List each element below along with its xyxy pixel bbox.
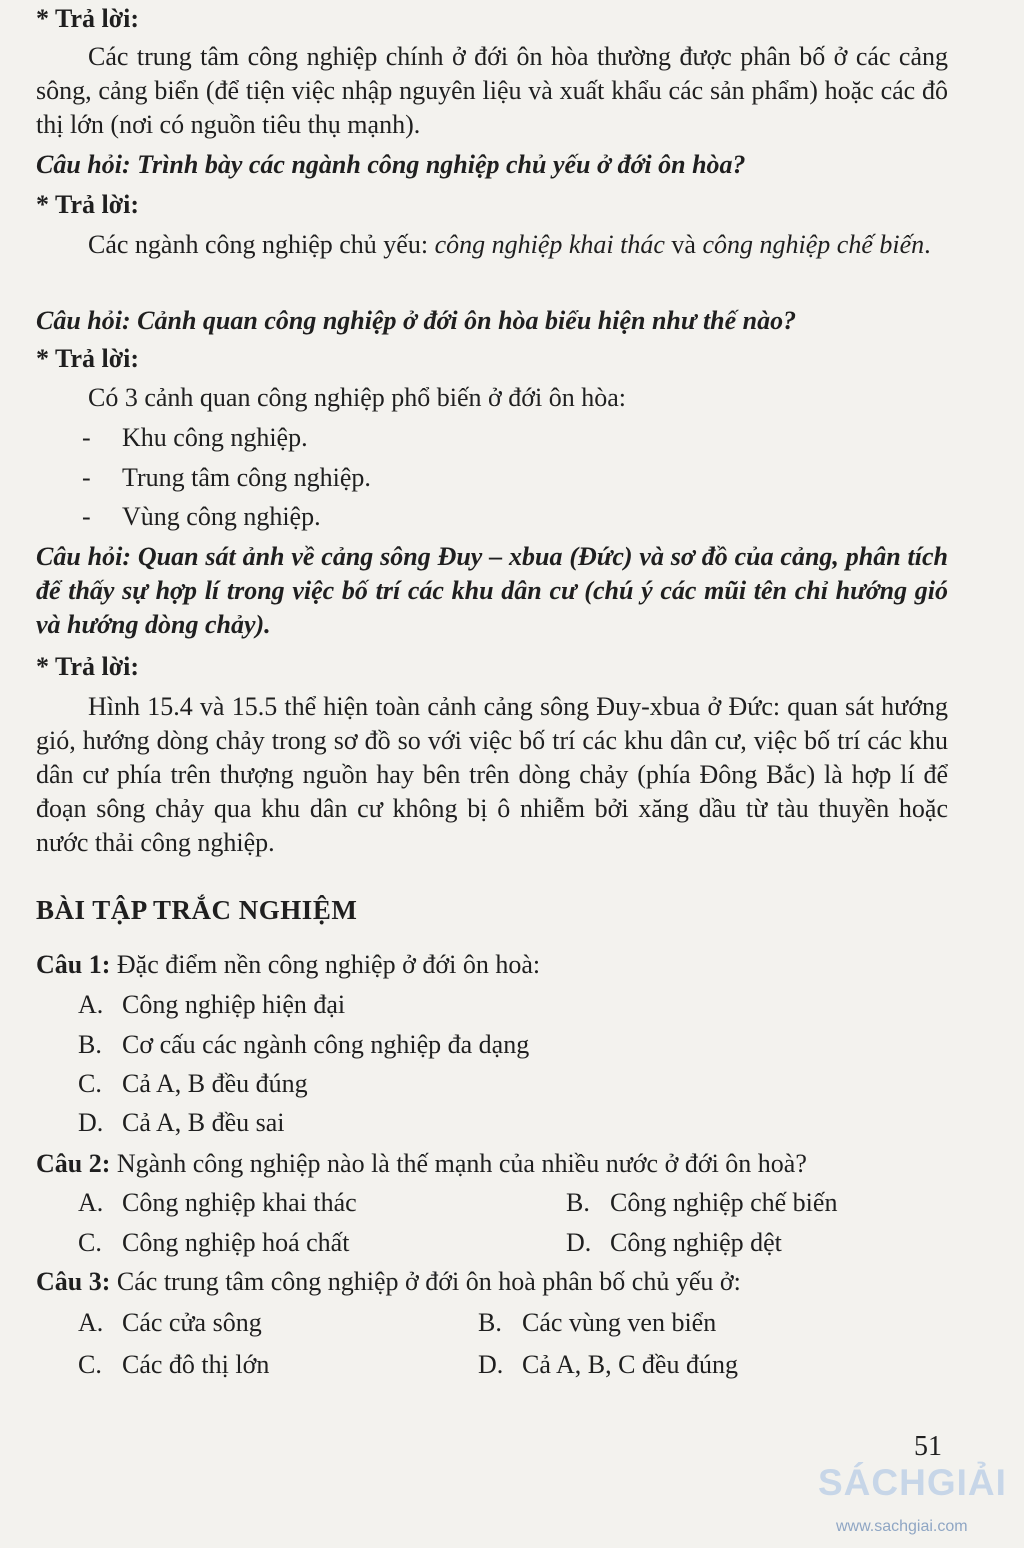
option-letter: C. [78,1228,102,1257]
answer-text: Hình 15.4 và 15.5 thể hiện toàn cảnh cảng sông Đuy-xbua ở Đức: quan sát hướng gió, hướng dòng chảy trong sơ đồ so với việc bố trí các khu dân cư, việc bố trí các khu dân cư phía trên thượng nguồn hay bên trên dòng chảy (phía Đông Bắc) là hợp lí để đoạn sông chảy qua khu dân cư không bị ô nhiễm bởi xăng dầu từ tàu thuyền hoặc nước thải công nghiệp. [36,692,948,857]
answer-text-emphasis: công nghiệp khai thác [434,230,665,259]
quiz-question [36,1265,948,1299]
option-text: Công nghiệp hiện đại [122,990,346,1019]
question-number: Câu 1: [36,950,111,979]
option-text: Các vùng ven biển [522,1308,717,1337]
answer-text: Các trung tâm công nghiệp chính ở đới ôn hòa thường được phân bố ở các cảng sông, cảng biển (để tiện việc nhập nguyên liệu và xuất khẩu các sản phẩm) hoặc các đô thị lớn (nơi có nguồn tiêu thụ mạnh). [36,42,948,139]
option-letter: A. [78,1308,104,1337]
answer-option [78,1348,269,1382]
dash-bullet: - [82,502,91,531]
answer-option [566,1186,837,1220]
answer-text-plain: . [924,230,931,259]
answer-option [566,1226,782,1260]
list-item-text: Khu công nghiệp. [122,423,308,452]
question-heading: Câu hỏi: Cảnh quan công nghiệp ở đới ôn hòa biểu hiện như thế nào? [36,306,797,335]
quiz-question [36,1147,948,1181]
option-text: Cả A, B đều đúng [122,1069,308,1098]
answer-option [78,1106,285,1140]
section-title: BÀI TẬP TRẮC NGHIỆM [36,895,358,925]
option-text: Cả A, B, C đều đúng [522,1350,738,1379]
page-number: 51 [914,1431,942,1462]
option-text: Công nghiệp hoá chất [122,1228,350,1257]
question-heading: Câu hỏi: Quan sát ảnh về cảng sông Đuy – xbua (Đức) và sơ đồ của cảng, phân tích để thấy sự hợp lí trong việc bố trí các khu dân cư (chú ý các mũi tên chỉ hướng gió và hướng dòng chảy). [36,542,948,639]
option-text: Công nghiệp dệt [610,1228,782,1257]
option-letter: C. [78,1069,102,1098]
answer-label: * Trả lời: [36,190,139,219]
question-heading: Câu hỏi: Trình bày các ngành công nghiệp chủ yếu ở đới ôn hòa? [36,150,746,179]
dash-bullet: - [82,463,91,492]
option-letter: D. [478,1350,504,1379]
option-text: Công nghiệp khai thác [122,1188,357,1217]
option-text: Cơ cấu các ngành công nghiệp đa dạng [122,1030,530,1059]
option-letter: D. [78,1108,104,1137]
option-letter: A. [78,1188,104,1217]
option-letter: D. [566,1228,592,1257]
answer-option [78,1028,529,1062]
answer-text-plain: Các ngành công nghiệp chủ yếu: [88,230,435,259]
option-text: Các đô thị lớn [122,1350,270,1379]
option-letter: B. [478,1308,502,1337]
option-letter: B. [78,1030,102,1059]
option-letter: A. [78,990,104,1019]
answer-option [78,1067,308,1101]
option-letter: C. [78,1350,102,1379]
answer-text-emphasis: công nghiệp chế biến [702,230,925,259]
question-text: Ngành công nghiệp nào là thế mạnh của nhiều nước ở đới ôn hoà? [110,1149,807,1178]
answer-text-plain: và [664,230,703,259]
option-text: Cả A, B đều sai [122,1108,285,1137]
answer-option [478,1306,716,1340]
option-letter: B. [566,1188,590,1217]
answer-label: * Trả lời: [36,4,139,33]
answer-option [78,988,345,1022]
question-number: Câu 2: [36,1149,111,1178]
answer-option [78,1306,262,1340]
watermark-logo: SÁCHGIẢI [818,1462,1007,1503]
answer-label: * Trả lời: [36,652,139,681]
option-text: Các cửa sông [122,1308,262,1337]
question-text: Các trung tâm công nghiệp ở đới ôn hoà phân bố chủ yếu ở: [110,1267,741,1296]
answer-label: * Trả lời: [36,344,139,373]
quiz-question [36,948,948,982]
question-number: Câu 3: [36,1267,111,1296]
answer-option [78,1186,357,1220]
answer-text [36,228,948,262]
answer-option [478,1348,738,1382]
list-item-text: Vùng công nghiệp. [122,502,321,531]
dash-bullet: - [82,423,91,452]
watermark-url: www.sachgiai.com [836,1518,968,1535]
answer-text: Có 3 cảnh quan công nghiệp phổ biến ở đới ôn hòa: [88,383,627,412]
list-item-text: Trung tâm công nghiệp. [122,463,371,492]
answer-option [78,1226,349,1260]
question-text: Đặc điểm nền công nghiệp ở đới ôn hoà: [110,950,541,979]
option-text: Công nghiệp chế biến [610,1188,838,1217]
